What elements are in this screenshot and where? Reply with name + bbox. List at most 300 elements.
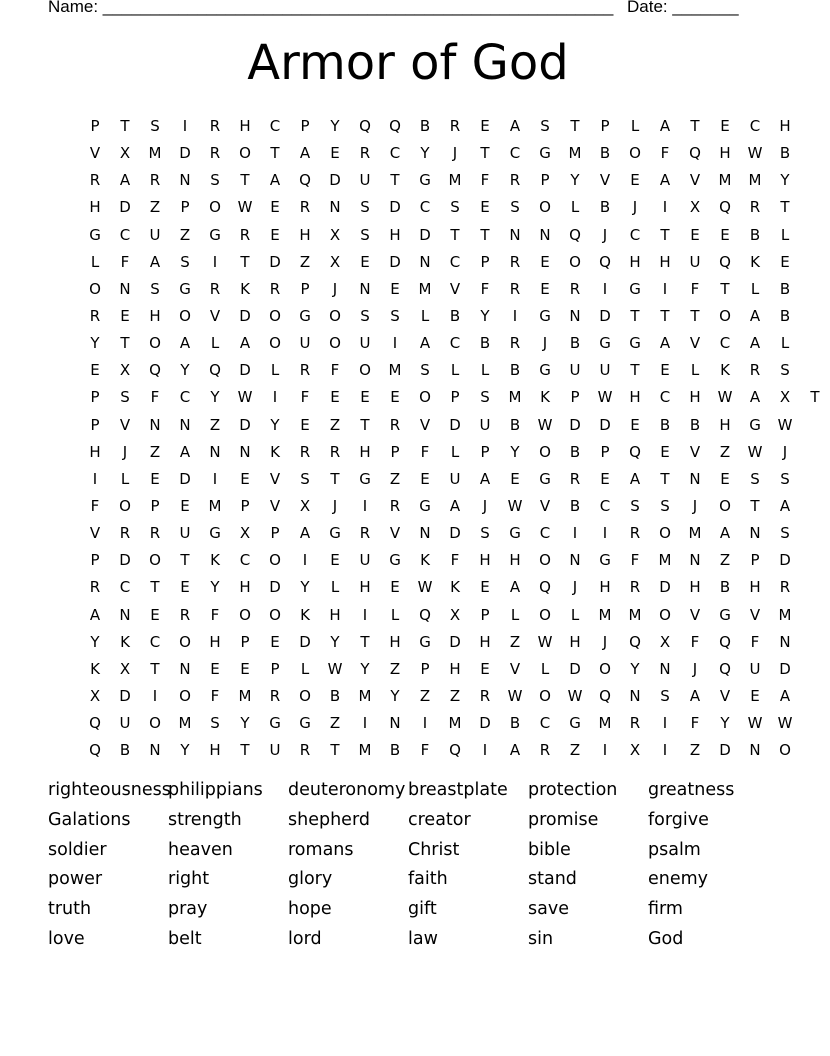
grid-letter[interactable]: P bbox=[240, 496, 250, 515]
grid-letter[interactable]: R bbox=[89, 171, 101, 190]
grid-letter[interactable]: W bbox=[777, 714, 793, 733]
grid-letter[interactable]: K bbox=[120, 632, 130, 651]
grid-letter[interactable]: N bbox=[569, 551, 581, 570]
grid-letter[interactable]: H bbox=[239, 117, 251, 135]
grid-letter[interactable]: H bbox=[479, 632, 491, 651]
grid-letter[interactable]: H bbox=[299, 225, 311, 244]
grid-letter[interactable]: Z bbox=[149, 442, 161, 461]
grid-letter[interactable]: Z bbox=[719, 442, 731, 461]
grid-letter[interactable]: H bbox=[89, 198, 101, 217]
grid-letter[interactable]: Y bbox=[210, 388, 220, 407]
grid-letter[interactable]: G bbox=[389, 551, 401, 570]
grid-letter[interactable]: T bbox=[150, 578, 160, 597]
grid-letter[interactable]: V bbox=[209, 306, 221, 325]
grid-letter[interactable]: T bbox=[240, 252, 250, 271]
grid-letter[interactable]: C bbox=[389, 144, 401, 163]
grid-letter[interactable]: H bbox=[89, 442, 101, 461]
grid-letter[interactable]: R bbox=[239, 225, 251, 244]
grid-letter[interactable]: T bbox=[570, 117, 580, 135]
grid-letter[interactable]: O bbox=[239, 144, 251, 163]
grid-letter[interactable]: O bbox=[569, 252, 581, 271]
grid-letter[interactable]: A bbox=[179, 334, 191, 353]
grid-letter[interactable]: E bbox=[390, 279, 400, 298]
grid-letter[interactable]: F bbox=[210, 605, 220, 624]
grid-letter[interactable]: X bbox=[659, 632, 671, 651]
grid-letter[interactable]: N bbox=[749, 741, 761, 760]
grid-letter[interactable]: Y bbox=[180, 361, 190, 380]
grid-letter[interactable]: W bbox=[597, 388, 613, 407]
grid-letter[interactable]: R bbox=[209, 144, 221, 163]
grid-letter[interactable]: F bbox=[420, 741, 430, 760]
grid-letter[interactable]: D bbox=[269, 578, 281, 597]
grid-letter[interactable]: R bbox=[509, 279, 521, 298]
grid-letter[interactable]: Y bbox=[570, 171, 580, 190]
grid-letter[interactable]: E bbox=[510, 469, 520, 488]
grid-letter[interactable]: E bbox=[180, 496, 190, 515]
grid-letter[interactable]: X bbox=[779, 388, 791, 407]
grid-letter[interactable]: T bbox=[390, 171, 400, 190]
grid-letter[interactable]: B bbox=[689, 415, 701, 434]
grid-letter[interactable]: M bbox=[718, 171, 732, 190]
grid-letter[interactable]: B bbox=[779, 279, 791, 298]
grid-letter[interactable]: H bbox=[569, 632, 581, 651]
grid-letter[interactable]: Z bbox=[329, 415, 341, 434]
grid-letter[interactable]: O bbox=[779, 741, 791, 760]
grid-letter[interactable]: R bbox=[509, 252, 521, 271]
grid-letter[interactable]: A bbox=[509, 117, 521, 135]
grid-letter[interactable]: C bbox=[659, 388, 671, 407]
grid-letter[interactable]: T bbox=[810, 388, 820, 407]
grid-letter[interactable]: S bbox=[150, 279, 160, 298]
grid-letter[interactable]: N bbox=[239, 442, 251, 461]
grid-letter[interactable]: J bbox=[692, 496, 698, 515]
grid-letter[interactable]: A bbox=[509, 741, 521, 760]
grid-letter[interactable]: E bbox=[270, 632, 280, 651]
grid-letter[interactable]: N bbox=[149, 415, 161, 434]
grid-letter[interactable]: N bbox=[179, 415, 191, 434]
grid-letter[interactable]: D bbox=[449, 524, 461, 543]
grid-letter[interactable]: Q bbox=[569, 225, 581, 244]
grid-letter[interactable]: J bbox=[782, 442, 788, 461]
grid-letter[interactable]: L bbox=[420, 306, 430, 325]
grid-letter[interactable]: E bbox=[420, 469, 430, 488]
grid-letter[interactable]: V bbox=[389, 524, 401, 543]
grid-letter[interactable]: E bbox=[120, 306, 130, 325]
grid-letter[interactable]: A bbox=[419, 334, 431, 353]
grid-letter[interactable]: H bbox=[479, 551, 491, 570]
grid-letter[interactable]: E bbox=[750, 686, 760, 705]
grid-letter[interactable]: I bbox=[482, 741, 488, 760]
grid-letter[interactable]: C bbox=[419, 198, 431, 217]
grid-letter[interactable]: B bbox=[389, 741, 401, 760]
grid-letter[interactable]: Z bbox=[389, 659, 401, 678]
grid-letter[interactable]: G bbox=[539, 306, 551, 325]
grid-letter[interactable]: I bbox=[182, 117, 188, 135]
grid-letter[interactable]: M bbox=[508, 388, 522, 407]
grid-letter[interactable]: Q bbox=[719, 659, 731, 678]
grid-letter[interactable]: Z bbox=[149, 198, 161, 217]
grid-letter[interactable]: Q bbox=[689, 144, 701, 163]
grid-letter[interactable]: Q bbox=[209, 361, 221, 380]
grid-letter[interactable]: A bbox=[779, 496, 791, 515]
grid-letter[interactable]: E bbox=[630, 171, 640, 190]
grid-letter[interactable]: S bbox=[390, 306, 400, 325]
grid-letter[interactable]: Y bbox=[390, 686, 400, 705]
grid-letter[interactable]: O bbox=[719, 306, 731, 325]
grid-letter[interactable]: N bbox=[149, 741, 161, 760]
grid-letter[interactable]: O bbox=[149, 714, 161, 733]
grid-letter[interactable]: B bbox=[749, 225, 761, 244]
grid-letter[interactable]: O bbox=[329, 334, 341, 353]
grid-letter[interactable]: I bbox=[362, 605, 368, 624]
grid-letter[interactable]: Q bbox=[389, 117, 401, 135]
grid-letter[interactable]: N bbox=[419, 252, 431, 271]
grid-letter[interactable]: Q bbox=[419, 605, 431, 624]
grid-letter[interactable]: P bbox=[240, 632, 250, 651]
grid-letter[interactable]: O bbox=[659, 524, 671, 543]
grid-letter[interactable]: Y bbox=[360, 659, 370, 678]
grid-letter[interactable]: Z bbox=[389, 469, 401, 488]
grid-letter[interactable]: A bbox=[179, 442, 191, 461]
grid-letter[interactable]: A bbox=[659, 117, 671, 135]
grid-letter[interactable]: U bbox=[269, 741, 281, 760]
grid-letter[interactable]: N bbox=[659, 659, 671, 678]
grid-letter[interactable]: G bbox=[419, 632, 431, 651]
grid-letter[interactable]: P bbox=[600, 442, 610, 461]
grid-letter[interactable]: B bbox=[599, 144, 611, 163]
grid-letter[interactable]: A bbox=[509, 578, 521, 597]
date-field-label[interactable]: Date: _______ bbox=[627, 0, 739, 16]
grid-letter[interactable]: M bbox=[178, 714, 192, 733]
grid-letter[interactable]: Q bbox=[449, 741, 461, 760]
grid-letter[interactable]: Q bbox=[719, 632, 731, 651]
grid-letter[interactable]: L bbox=[450, 361, 460, 380]
grid-letter[interactable]: E bbox=[90, 361, 100, 380]
grid-letter[interactable]: R bbox=[479, 686, 491, 705]
grid-letter[interactable]: B bbox=[569, 442, 581, 461]
grid-letter[interactable]: J bbox=[332, 496, 338, 515]
grid-letter[interactable]: R bbox=[629, 578, 641, 597]
grid-letter[interactable]: X bbox=[119, 361, 131, 380]
grid-letter[interactable]: C bbox=[599, 496, 611, 515]
grid-letter[interactable]: V bbox=[749, 605, 761, 624]
grid-letter[interactable]: A bbox=[119, 171, 131, 190]
grid-letter[interactable]: D bbox=[389, 198, 401, 217]
grid-letter[interactable]: R bbox=[269, 686, 281, 705]
grid-letter[interactable]: U bbox=[599, 361, 611, 380]
grid-letter[interactable]: W bbox=[717, 388, 733, 407]
grid-letter[interactable]: L bbox=[510, 605, 520, 624]
grid-letter[interactable]: O bbox=[149, 334, 161, 353]
grid-letter[interactable]: S bbox=[360, 225, 370, 244]
grid-letter[interactable]: N bbox=[569, 306, 581, 325]
grid-letter[interactable]: Y bbox=[240, 714, 250, 733]
grid-letter[interactable]: P bbox=[150, 496, 160, 515]
grid-letter[interactable]: R bbox=[749, 361, 761, 380]
grid-letter[interactable]: G bbox=[539, 144, 551, 163]
grid-letter[interactable]: N bbox=[539, 225, 551, 244]
grid-letter[interactable]: B bbox=[329, 686, 341, 705]
grid-letter[interactable]: Y bbox=[180, 741, 190, 760]
grid-letter[interactable]: W bbox=[537, 632, 553, 651]
grid-letter[interactable]: P bbox=[90, 117, 100, 135]
grid-letter[interactable]: N bbox=[359, 279, 371, 298]
grid-letter[interactable]: L bbox=[780, 225, 790, 244]
grid-letter[interactable]: F bbox=[210, 686, 220, 705]
grid-letter[interactable]: V bbox=[689, 442, 701, 461]
grid-letter[interactable]: F bbox=[480, 279, 490, 298]
grid-letter[interactable]: T bbox=[240, 171, 250, 190]
grid-letter[interactable]: Q bbox=[599, 686, 611, 705]
grid-letter[interactable]: I bbox=[602, 524, 608, 543]
grid-letter[interactable]: O bbox=[539, 686, 551, 705]
grid-letter[interactable]: P bbox=[300, 279, 310, 298]
grid-letter[interactable]: Y bbox=[210, 578, 220, 597]
grid-letter[interactable]: C bbox=[629, 225, 641, 244]
grid-letter[interactable]: N bbox=[419, 524, 431, 543]
grid-letter[interactable]: Z bbox=[509, 632, 521, 651]
grid-letter[interactable]: B bbox=[509, 415, 521, 434]
grid-letter[interactable]: K bbox=[210, 551, 220, 570]
grid-letter[interactable]: E bbox=[330, 551, 340, 570]
grid-letter[interactable]: Q bbox=[539, 578, 551, 597]
grid-letter[interactable]: T bbox=[780, 198, 790, 217]
grid-letter[interactable]: W bbox=[567, 686, 583, 705]
grid-letter[interactable]: T bbox=[690, 306, 700, 325]
grid-letter[interactable]: D bbox=[239, 415, 251, 434]
grid-letter[interactable]: D bbox=[449, 632, 461, 651]
grid-letter[interactable]: U bbox=[179, 524, 191, 543]
grid-letter[interactable]: Y bbox=[420, 144, 430, 163]
grid-letter[interactable]: E bbox=[540, 279, 550, 298]
grid-letter[interactable]: O bbox=[179, 686, 191, 705]
grid-letter[interactable]: C bbox=[749, 117, 761, 135]
grid-letter[interactable]: K bbox=[420, 551, 430, 570]
grid-letter[interactable]: H bbox=[719, 415, 731, 434]
grid-letter[interactable]: A bbox=[779, 686, 791, 705]
grid-letter[interactable]: S bbox=[780, 524, 790, 543]
grid-letter[interactable]: T bbox=[480, 144, 490, 163]
grid-letter[interactable]: G bbox=[179, 279, 191, 298]
grid-letter[interactable]: S bbox=[300, 469, 310, 488]
grid-letter[interactable]: A bbox=[449, 496, 461, 515]
grid-letter[interactable]: D bbox=[119, 551, 131, 570]
grid-letter[interactable]: I bbox=[602, 279, 608, 298]
grid-letter[interactable]: Q bbox=[629, 442, 641, 461]
grid-letter[interactable]: C bbox=[449, 252, 461, 271]
grid-letter[interactable]: E bbox=[300, 415, 310, 434]
grid-letter[interactable]: A bbox=[719, 524, 731, 543]
grid-letter[interactable]: B bbox=[449, 306, 461, 325]
grid-letter[interactable]: D bbox=[269, 252, 281, 271]
grid-letter[interactable]: X bbox=[239, 524, 251, 543]
grid-letter[interactable]: E bbox=[360, 252, 370, 271]
grid-letter[interactable]: G bbox=[329, 524, 341, 543]
grid-letter[interactable]: Q bbox=[629, 632, 641, 651]
grid-letter[interactable]: K bbox=[90, 659, 100, 678]
grid-letter[interactable]: Y bbox=[780, 171, 790, 190]
grid-letter[interactable]: D bbox=[479, 714, 491, 733]
grid-letter[interactable]: L bbox=[270, 361, 280, 380]
grid-letter[interactable]: I bbox=[662, 714, 668, 733]
grid-letter[interactable]: N bbox=[209, 442, 221, 461]
grid-letter[interactable]: M bbox=[388, 361, 402, 380]
grid-letter[interactable]: E bbox=[240, 469, 250, 488]
grid-letter[interactable]: X bbox=[629, 741, 641, 760]
grid-letter[interactable]: R bbox=[329, 442, 341, 461]
grid-letter[interactable]: J bbox=[122, 442, 128, 461]
grid-letter[interactable]: P bbox=[600, 117, 610, 135]
grid-letter[interactable]: R bbox=[149, 524, 161, 543]
grid-letter[interactable]: G bbox=[209, 225, 221, 244]
grid-letter[interactable]: S bbox=[510, 198, 520, 217]
grid-letter[interactable]: I bbox=[512, 306, 518, 325]
grid-letter[interactable]: R bbox=[299, 741, 311, 760]
grid-letter[interactable]: E bbox=[600, 469, 610, 488]
grid-letter[interactable]: Q bbox=[359, 117, 371, 135]
grid-letter[interactable]: V bbox=[689, 334, 701, 353]
grid-letter[interactable]: U bbox=[689, 252, 701, 271]
grid-letter[interactable]: W bbox=[777, 415, 793, 434]
grid-letter[interactable]: H bbox=[629, 388, 641, 407]
grid-letter[interactable]: L bbox=[390, 605, 400, 624]
grid-letter[interactable]: V bbox=[449, 279, 461, 298]
grid-letter[interactable]: B bbox=[509, 714, 521, 733]
grid-letter[interactable]: F bbox=[420, 442, 430, 461]
grid-letter[interactable]: G bbox=[299, 714, 311, 733]
grid-letter[interactable]: M bbox=[628, 605, 642, 624]
grid-letter[interactable]: Q bbox=[719, 252, 731, 271]
grid-letter[interactable]: P bbox=[480, 605, 490, 624]
grid-letter[interactable]: O bbox=[269, 334, 281, 353]
grid-letter[interactable]: D bbox=[419, 225, 431, 244]
grid-letter[interactable]: W bbox=[747, 714, 763, 733]
grid-letter[interactable]: I bbox=[572, 524, 578, 543]
grid-letter[interactable]: H bbox=[329, 605, 341, 624]
grid-letter[interactable]: W bbox=[327, 659, 343, 678]
grid-letter[interactable]: P bbox=[90, 415, 100, 434]
grid-letter[interactable]: M bbox=[568, 144, 582, 163]
grid-letter[interactable]: E bbox=[660, 442, 670, 461]
grid-letter[interactable]: S bbox=[450, 198, 460, 217]
grid-letter[interactable]: F bbox=[630, 551, 640, 570]
grid-letter[interactable]: A bbox=[659, 171, 671, 190]
grid-letter[interactable]: L bbox=[540, 659, 550, 678]
grid-letter[interactable]: O bbox=[299, 686, 311, 705]
grid-letter[interactable]: H bbox=[749, 578, 761, 597]
grid-letter[interactable]: P bbox=[90, 551, 100, 570]
grid-letter[interactable]: R bbox=[779, 578, 791, 597]
grid-letter[interactable]: V bbox=[119, 415, 131, 434]
grid-letter[interactable]: A bbox=[299, 144, 311, 163]
grid-letter[interactable]: A bbox=[89, 605, 101, 624]
grid-letter[interactable]: Y bbox=[510, 442, 520, 461]
grid-letter[interactable]: P bbox=[480, 252, 490, 271]
grid-letter[interactable]: S bbox=[210, 171, 220, 190]
grid-letter[interactable]: D bbox=[599, 306, 611, 325]
grid-letter[interactable]: T bbox=[480, 225, 490, 244]
grid-letter[interactable]: X bbox=[329, 252, 341, 271]
grid-letter[interactable]: W bbox=[747, 442, 763, 461]
grid-letter[interactable]: J bbox=[542, 334, 548, 353]
grid-letter[interactable]: K bbox=[750, 252, 760, 271]
grid-letter[interactable]: F bbox=[450, 551, 460, 570]
grid-letter[interactable]: I bbox=[92, 469, 98, 488]
grid-letter[interactable]: P bbox=[270, 659, 280, 678]
grid-letter[interactable]: U bbox=[359, 171, 371, 190]
grid-letter[interactable]: D bbox=[719, 741, 731, 760]
grid-letter[interactable]: V bbox=[269, 469, 281, 488]
grid-letter[interactable]: N bbox=[629, 686, 641, 705]
grid-letter[interactable]: L bbox=[690, 361, 700, 380]
grid-letter[interactable]: E bbox=[720, 225, 730, 244]
grid-letter[interactable]: U bbox=[749, 659, 761, 678]
grid-letter[interactable]: M bbox=[418, 279, 432, 298]
grid-letter[interactable]: Y bbox=[90, 334, 100, 353]
grid-letter[interactable]: S bbox=[630, 496, 640, 515]
grid-letter[interactable]: F bbox=[660, 144, 670, 163]
grid-letter[interactable]: A bbox=[269, 171, 281, 190]
grid-letter[interactable]: H bbox=[659, 252, 671, 271]
grid-letter[interactable]: O bbox=[269, 306, 281, 325]
grid-letter[interactable]: K bbox=[240, 279, 250, 298]
grid-letter[interactable]: W bbox=[237, 388, 253, 407]
grid-letter[interactable]: D bbox=[119, 686, 131, 705]
grid-letter[interactable]: M bbox=[358, 686, 372, 705]
grid-letter[interactable]: R bbox=[509, 171, 521, 190]
grid-letter[interactable]: S bbox=[180, 252, 190, 271]
grid-letter[interactable]: R bbox=[209, 117, 221, 135]
grid-letter[interactable]: P bbox=[750, 551, 760, 570]
grid-letter[interactable]: L bbox=[480, 361, 490, 380]
grid-letter[interactable]: H bbox=[359, 578, 371, 597]
grid-letter[interactable]: U bbox=[359, 551, 371, 570]
grid-letter[interactable]: V bbox=[89, 144, 101, 163]
grid-letter[interactable]: W bbox=[417, 578, 433, 597]
grid-letter[interactable]: N bbox=[509, 225, 521, 244]
grid-letter[interactable]: T bbox=[630, 306, 640, 325]
grid-letter[interactable]: A bbox=[659, 334, 671, 353]
grid-letter[interactable]: W bbox=[507, 686, 523, 705]
grid-letter[interactable]: P bbox=[90, 388, 100, 407]
grid-letter[interactable]: D bbox=[389, 252, 401, 271]
grid-letter[interactable]: A bbox=[749, 306, 761, 325]
grid-letter[interactable]: L bbox=[330, 578, 340, 597]
grid-letter[interactable]: S bbox=[150, 117, 160, 135]
grid-letter[interactable]: O bbox=[89, 279, 101, 298]
grid-letter[interactable]: B bbox=[779, 144, 791, 163]
grid-letter[interactable]: Y bbox=[90, 632, 100, 651]
grid-letter[interactable]: R bbox=[119, 524, 131, 543]
grid-letter[interactable]: K bbox=[450, 578, 460, 597]
grid-letter[interactable]: F bbox=[690, 632, 700, 651]
grid-letter[interactable]: F bbox=[150, 388, 160, 407]
grid-letter[interactable]: F bbox=[690, 714, 700, 733]
name-field-label[interactable]: Name: ______________________________________________________ bbox=[48, 0, 614, 16]
grid-letter[interactable]: A bbox=[749, 388, 761, 407]
grid-letter[interactable]: M bbox=[778, 605, 792, 624]
grid-letter[interactable]: O bbox=[119, 496, 131, 515]
grid-letter[interactable]: E bbox=[240, 659, 250, 678]
grid-letter[interactable]: X bbox=[449, 605, 461, 624]
grid-letter[interactable]: X bbox=[119, 144, 131, 163]
grid-letter[interactable]: A bbox=[689, 686, 701, 705]
grid-letter[interactable]: M bbox=[148, 144, 162, 163]
grid-letter[interactable]: D bbox=[239, 306, 251, 325]
grid-letter[interactable]: P bbox=[420, 659, 430, 678]
grid-letter[interactable]: M bbox=[658, 551, 672, 570]
grid-letter[interactable]: M bbox=[448, 171, 462, 190]
